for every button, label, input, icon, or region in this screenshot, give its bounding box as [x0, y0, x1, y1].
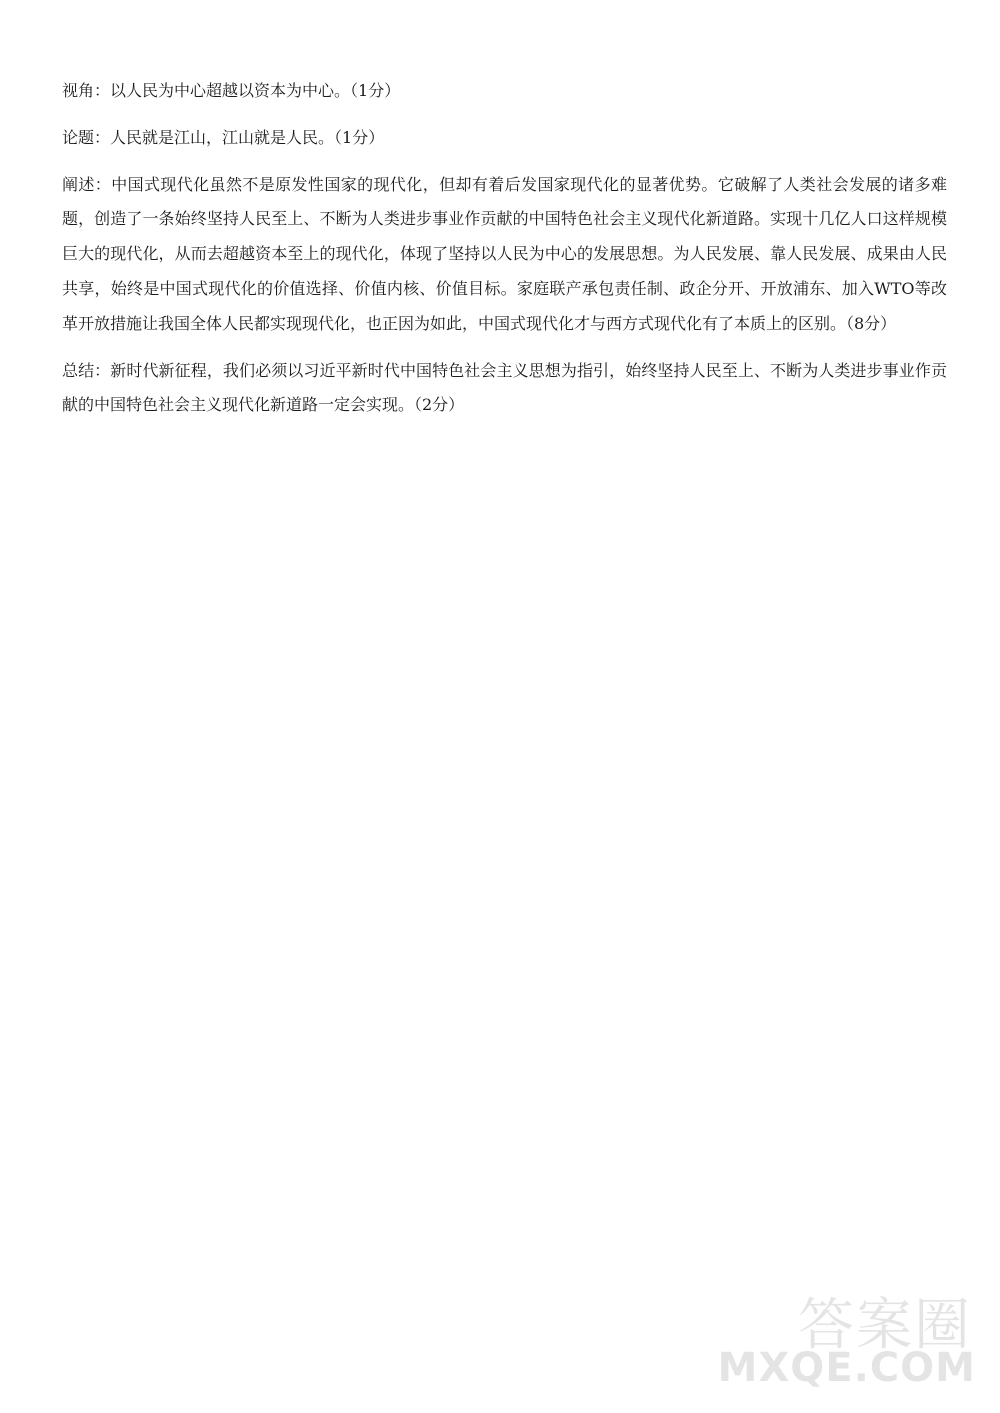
- paragraph-elaboration: [62, 168, 947, 342]
- paragraph-perspective: [62, 74, 947, 109]
- paragraph-thesis: [62, 121, 947, 156]
- paragraph-text: 人民就是江山，江山就是人民。（1分）: [110, 127, 385, 147]
- watermark-url: MXQE.COM: [717, 1345, 976, 1391]
- paragraph-text: 以人民为中心超越以资本为中心。（1分）: [110, 81, 401, 100]
- watermark-logo: [682, 1281, 982, 1391]
- paragraph-text: 新时代新征程，我们必须以习近平新时代中国特色社会主义思想为指引，始终坚持人民至上、不断为人类进步事业作贡献的中国特色社会主义现代化新道路一定会实现。（2分）: [62, 360, 947, 415]
- answer-content: [62, 74, 947, 435]
- watermark-text: 答案圈: [798, 1293, 972, 1358]
- paragraph-label: 视角：: [62, 81, 111, 100]
- paragraph-label: 阐述：: [62, 174, 112, 194]
- paragraph-label: 论题：: [62, 127, 111, 147]
- paragraph-text: 中国式现代化虽然不是原发性国家的现代化，但却有着后发国家现代化的显著优势。它破解了人类社会发展的诸多难题，创造了一条始终坚持人民至上、不断为人类进步事业作贡献的中国特色社会主义现代化新道路。实现十几亿人口这样规模巨大的现代化，从而去超越资本至上的现代化，体现了坚持以人民为中心的发展思想。为人民发展、靠人民发展、成果由人民共享，始终是中国式现代化的价值选择、价值内核、价值目标。家庭联产承包责任制、政企分开、开放浦东、加入WTO等改革开放措施让我国全体人民都实现现代化，也正因为如此，中国式现代化才与西方式现代化有了本质上的区别。（8分）: [62, 174, 947, 333]
- paragraph-summary: [62, 354, 947, 424]
- paragraph-label: 总结：: [62, 360, 111, 380]
